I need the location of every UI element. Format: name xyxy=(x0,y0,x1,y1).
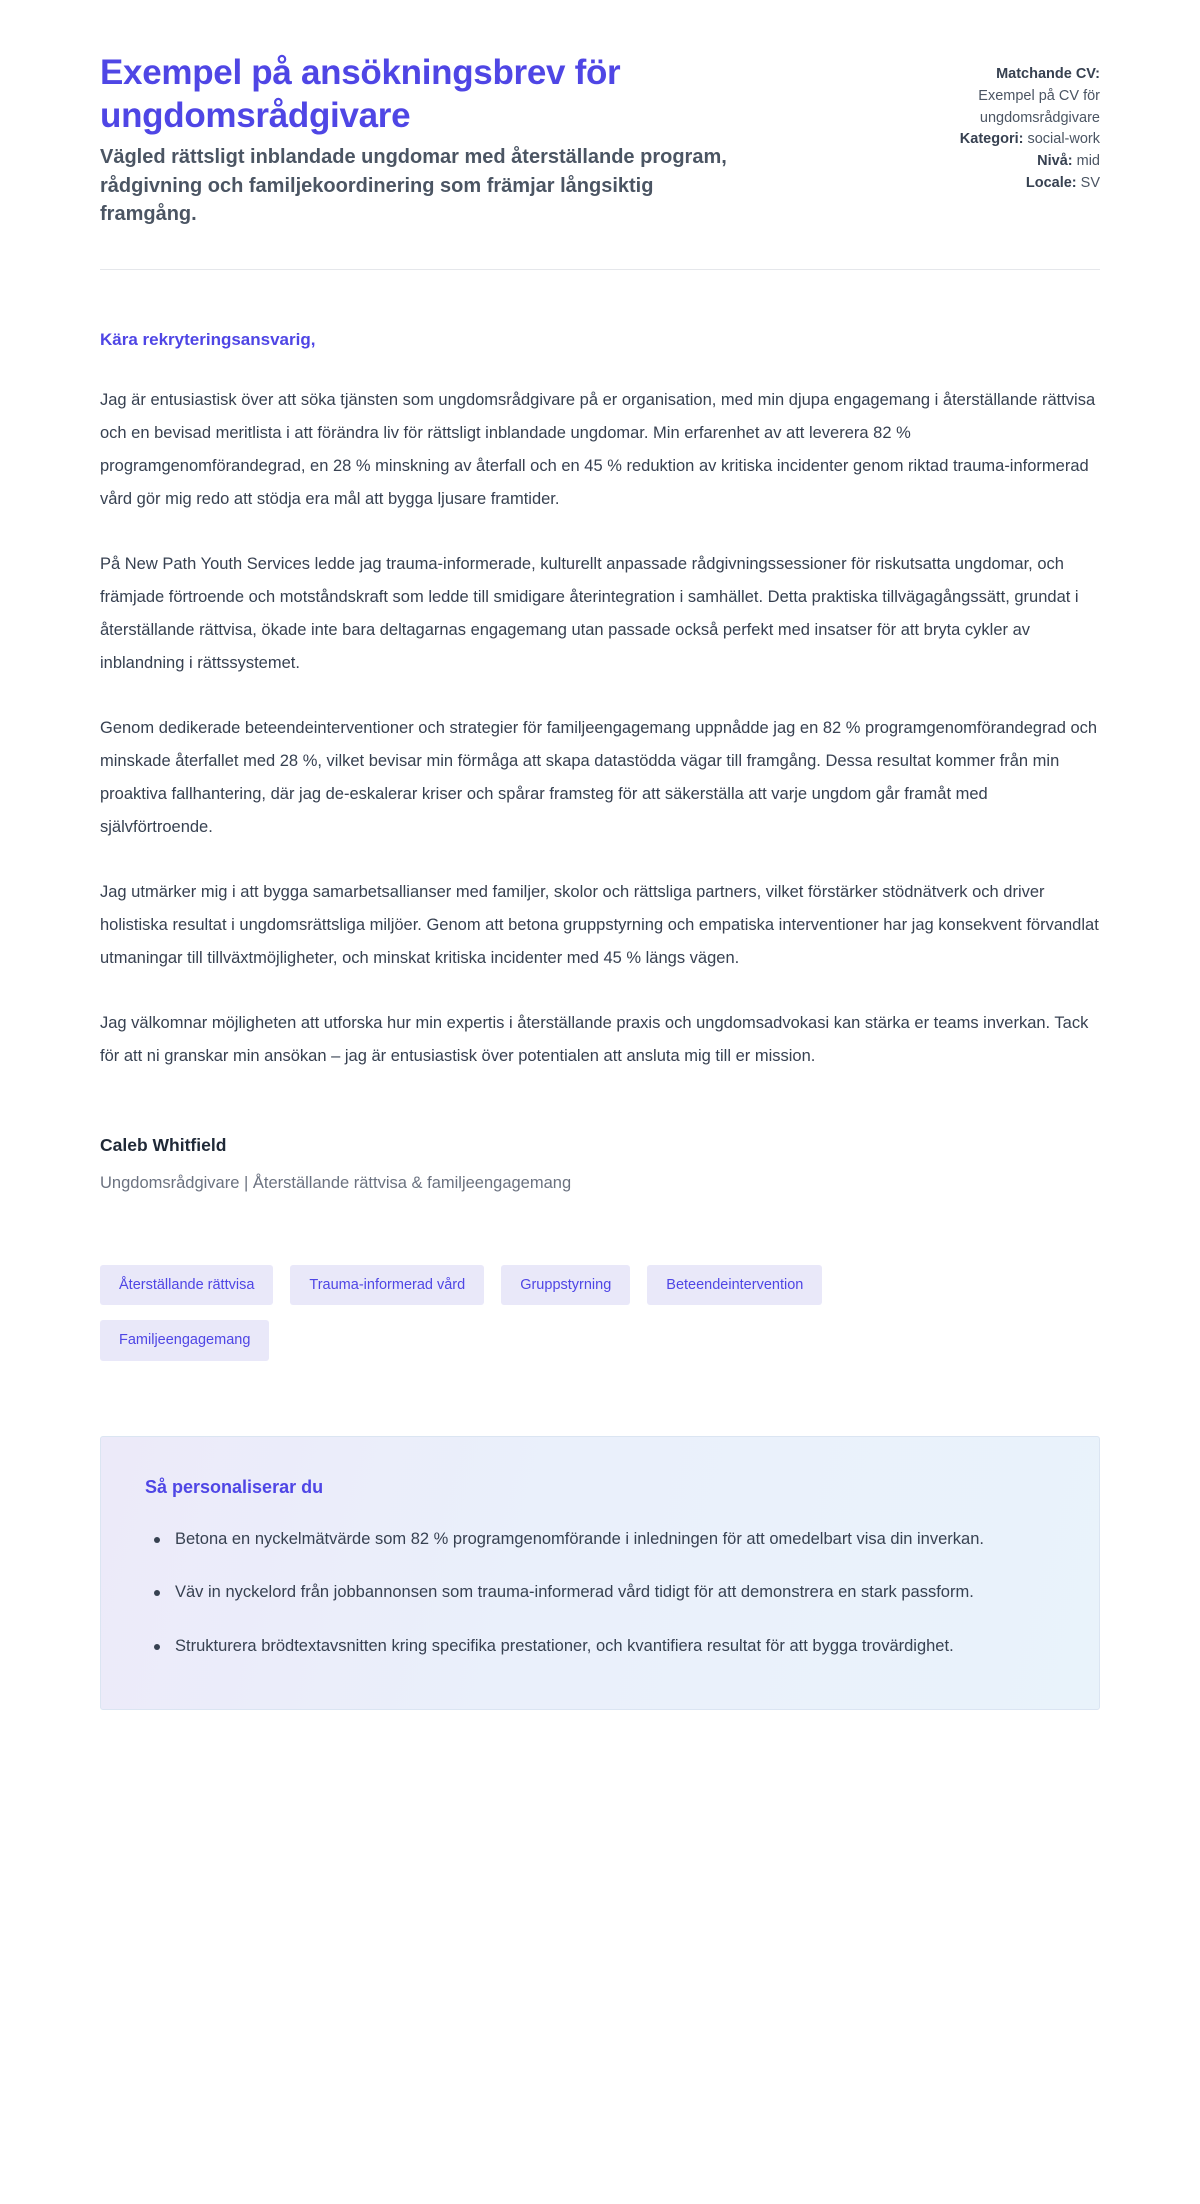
letter-salutation: Kära rekryteringsansvarig, xyxy=(100,329,316,349)
letter-paragraph: Jag är entusiastisk över att söka tjänsten som ungdomsrådgivare på er organisation, med min djupa engagemang i återställande rättvisa och en bevisad meritlista i att förändra liv för rättsligt inblandade ungdomar. Min erfarenhet av att leverera 82 % programgenomförandegrad, en 28 % minskning av återfall och en 45 % reduktion av kritiska incidenter genom riktad trauma-informerad vård gör mig redo att stödja era mål att bygga ljusare framtider. xyxy=(100,390,1096,508)
letter-body xyxy=(100,278,1100,1073)
signature-name: Caleb Whitfield xyxy=(100,1134,227,1155)
signature-role: Ungdomsrådgivare | Återställande rättvisa & familjeengagemang xyxy=(100,1173,572,1192)
header-divider xyxy=(100,269,1100,270)
signature-block xyxy=(100,1135,1100,1193)
meta-category-value: social-work xyxy=(1027,131,1100,148)
tag-list xyxy=(100,1265,990,1361)
tips-title: Så personaliserar du xyxy=(145,1476,324,1497)
meta-level xyxy=(885,151,1100,173)
tag-chip[interactable]: Beteendeintervention xyxy=(647,1265,822,1306)
document-metadata xyxy=(885,52,1100,195)
tips-list-item: Betona en nyckelmätvärde som 82 % programgenomförande i inledningen för att omedelbart visa din inverkan. xyxy=(145,1524,1055,1556)
meta-category-label: Kategori: xyxy=(959,131,1024,148)
meta-locale-label: Locale: xyxy=(1025,174,1077,191)
tag-chip[interactable]: Återställande rättvisa xyxy=(100,1265,273,1306)
page-header xyxy=(100,0,1100,229)
letter-paragraph: Jag välkomnar möjligheten att utforska hur min expertis i återställande praxis och ungdomsadvokasi kan stärka er teams inverkan. Tack för att ni granskar min ansökan – jag är entusiastisk över potentialen att ansluta mig till er mission. xyxy=(100,1013,1089,1065)
letter-paragraph: Genom dedikerade beteendeinterventioner och strategier för familjeengagemang uppnådde jag en 82 % programgenomförandegrad och minskade återfallet med 28 %, vilket bevisar min förmåga att skapa datastödda vägar till framgång. Dessa resultat kommer från min proaktiva fallhantering, där jag de-eskalerar kriser och spårar framsteg för att säkerställa att varje ungdom går framåt med självförtroende. xyxy=(100,718,1098,836)
tips-list xyxy=(145,1524,1055,1663)
tag-chip[interactable]: Trauma-informerad vård xyxy=(290,1265,484,1306)
letter-paragraph: Jag utmärker mig i att bygga samarbetsallianser med familjer, skolor och rättsliga partners, vilket förstärker stödnätverk och driver holistiska resultat i ungdomsrättsliga miljöer. Genom att betona gruppstyrning och empatiska interventioner har jag konsekvent förvandlat utmaningar till tillväxtmöjligheter, och minskat kritiska incidenter med 45 % längs vägen. xyxy=(100,882,1099,967)
meta-matching-cv-value-line xyxy=(885,86,1100,130)
page-title: Exempel på ansökningsbrev för ungdomsrådgivare xyxy=(100,53,621,135)
header-title-group xyxy=(100,52,790,229)
tips-list-item: Väv in nyckelord från jobbannonsen som trauma-informerad vård tidigt för att demonstrera en stark passform. xyxy=(145,1577,1055,1609)
tips-list-item: Strukturera brödtextavsnitten kring specifika prestationer, och kvantifiera resultat för att bygga trovärdighet. xyxy=(145,1631,1055,1663)
meta-matching-cv-value: Exempel på CV för ungdomsrådgivare xyxy=(978,87,1100,126)
tag-chip[interactable]: Gruppstyrning xyxy=(501,1265,630,1306)
tag-chip[interactable]: Familjeengagemang xyxy=(100,1320,269,1361)
meta-level-label: Nivå: xyxy=(1037,153,1073,169)
meta-level-value: mid xyxy=(1076,153,1100,169)
meta-locale xyxy=(885,173,1100,195)
meta-locale-value: SV xyxy=(1080,174,1100,191)
letter-paragraph: På New Path Youth Services ledde jag trauma-informerade, kulturellt anpassade rådgivningssessioner för riskutsatta ungdomar, och främjade förtroende och motståndskraft som ledde till smidigare återintegration i samhället. Detta praktiska tillvägagångssätt, grundat i återställande rättvisa, ökade inte bara deltagarnas engagemang utan passade också perfekt med insatser för att bryta cykler av inblandning i rättssystemet. xyxy=(100,554,1079,672)
meta-matching-cv-label: Matchande CV: xyxy=(996,66,1100,82)
meta-matching-cv xyxy=(885,64,1100,86)
meta-category xyxy=(885,129,1100,151)
page-subtitle: Vägled rättsligt inblandade ungdomar med återställande program, rådgivning och familjekoordinering som främjar långsiktig framgång. xyxy=(100,146,727,226)
personalization-tips-box xyxy=(100,1436,1100,1710)
